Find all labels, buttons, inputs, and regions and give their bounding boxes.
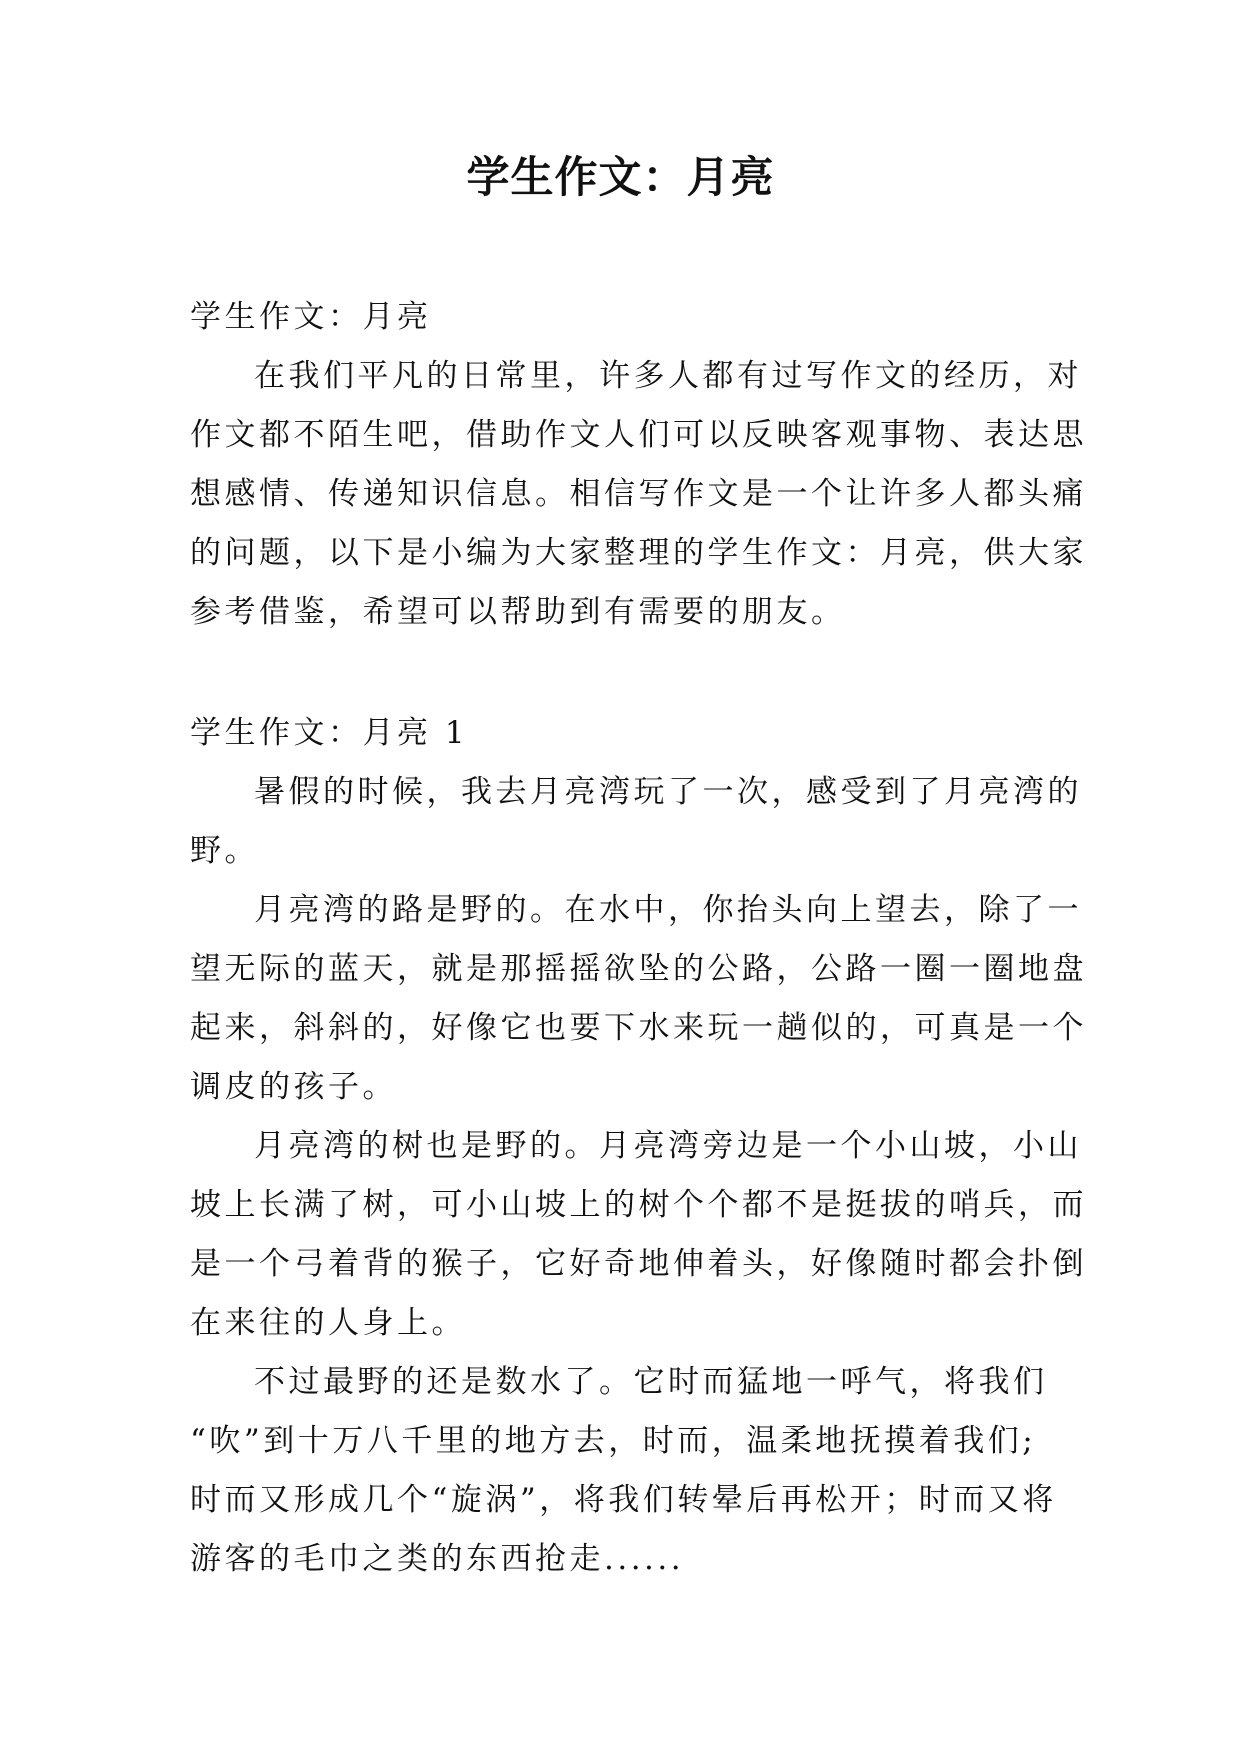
paragraph-line: 月亮湾的树也是野的。月亮湾旁边是一个小山坡，小山 bbox=[254, 1128, 1082, 1164]
section-gap bbox=[190, 642, 1060, 704]
paragraph-line: 坡上长满了树，可小山坡上的树个个都不是挺拔的哨兵，而 bbox=[190, 1187, 1087, 1223]
paragraph-line: 在来往的人身上。 bbox=[190, 1305, 466, 1341]
essay-heading: 学生作文：月亮 1 bbox=[190, 715, 469, 751]
paragraph-line: “吹”到十万八千里的地方去，时而，温柔地抚摸着我们; bbox=[190, 1423, 1037, 1459]
intro-heading: 学生作文：月亮 bbox=[190, 299, 432, 335]
intro-line: 想感情、传递知识信息。相信写作文是一个让许多人都头痛 bbox=[190, 476, 1087, 512]
paragraph-line: 不过最野的还是数水了。它时而猛地一呼气，将我们 bbox=[254, 1364, 1048, 1400]
paragraph-line: 暑假的时候，我去月亮湾玩了一次，感受到了月亮湾的 bbox=[254, 774, 1082, 810]
paragraph-line: 野。 bbox=[190, 833, 259, 869]
document-body bbox=[190, 288, 1087, 1589]
intro-line: 在我们平凡的日常里，许多人都有过写作文的经历，对 bbox=[254, 358, 1082, 394]
intro-line: 的问题，以下是小编为大家整理的学生作文：月亮，供大家 bbox=[190, 535, 1087, 571]
paragraph-line: 是一个弓着背的猴子，它好奇地伸着头，好像随时都会扑倒 bbox=[190, 1246, 1087, 1282]
paragraph-line: 调皮的孩子。 bbox=[190, 1069, 397, 1105]
paragraph-line: 起来，斜斜的，好像它也要下水来玩一趟似的，可真是一个 bbox=[190, 1010, 1087, 1046]
intro-line: 作文都不陌生吧，借助作文人们可以反映客观事物、表达思 bbox=[190, 417, 1087, 453]
paragraph-line: 月亮湾的路是野的。在水中，你抬头向上望去，除了一 bbox=[254, 892, 1082, 928]
document-title: 学生作文：月亮 bbox=[466, 153, 775, 203]
paragraph-line: 时而又形成几个“旋涡”，将我们转晕后再松开；时而又将 bbox=[190, 1482, 1057, 1518]
paragraph-line: 望无际的蓝天，就是那摇摇欲坠的公路，公路一圈一圈地盘 bbox=[190, 951, 1087, 987]
intro-line: 参考借鉴，希望可以帮助到有需要的朋友。 bbox=[190, 594, 846, 630]
paragraph-line: 游客的毛巾之类的东西抢走...... bbox=[190, 1541, 685, 1577]
